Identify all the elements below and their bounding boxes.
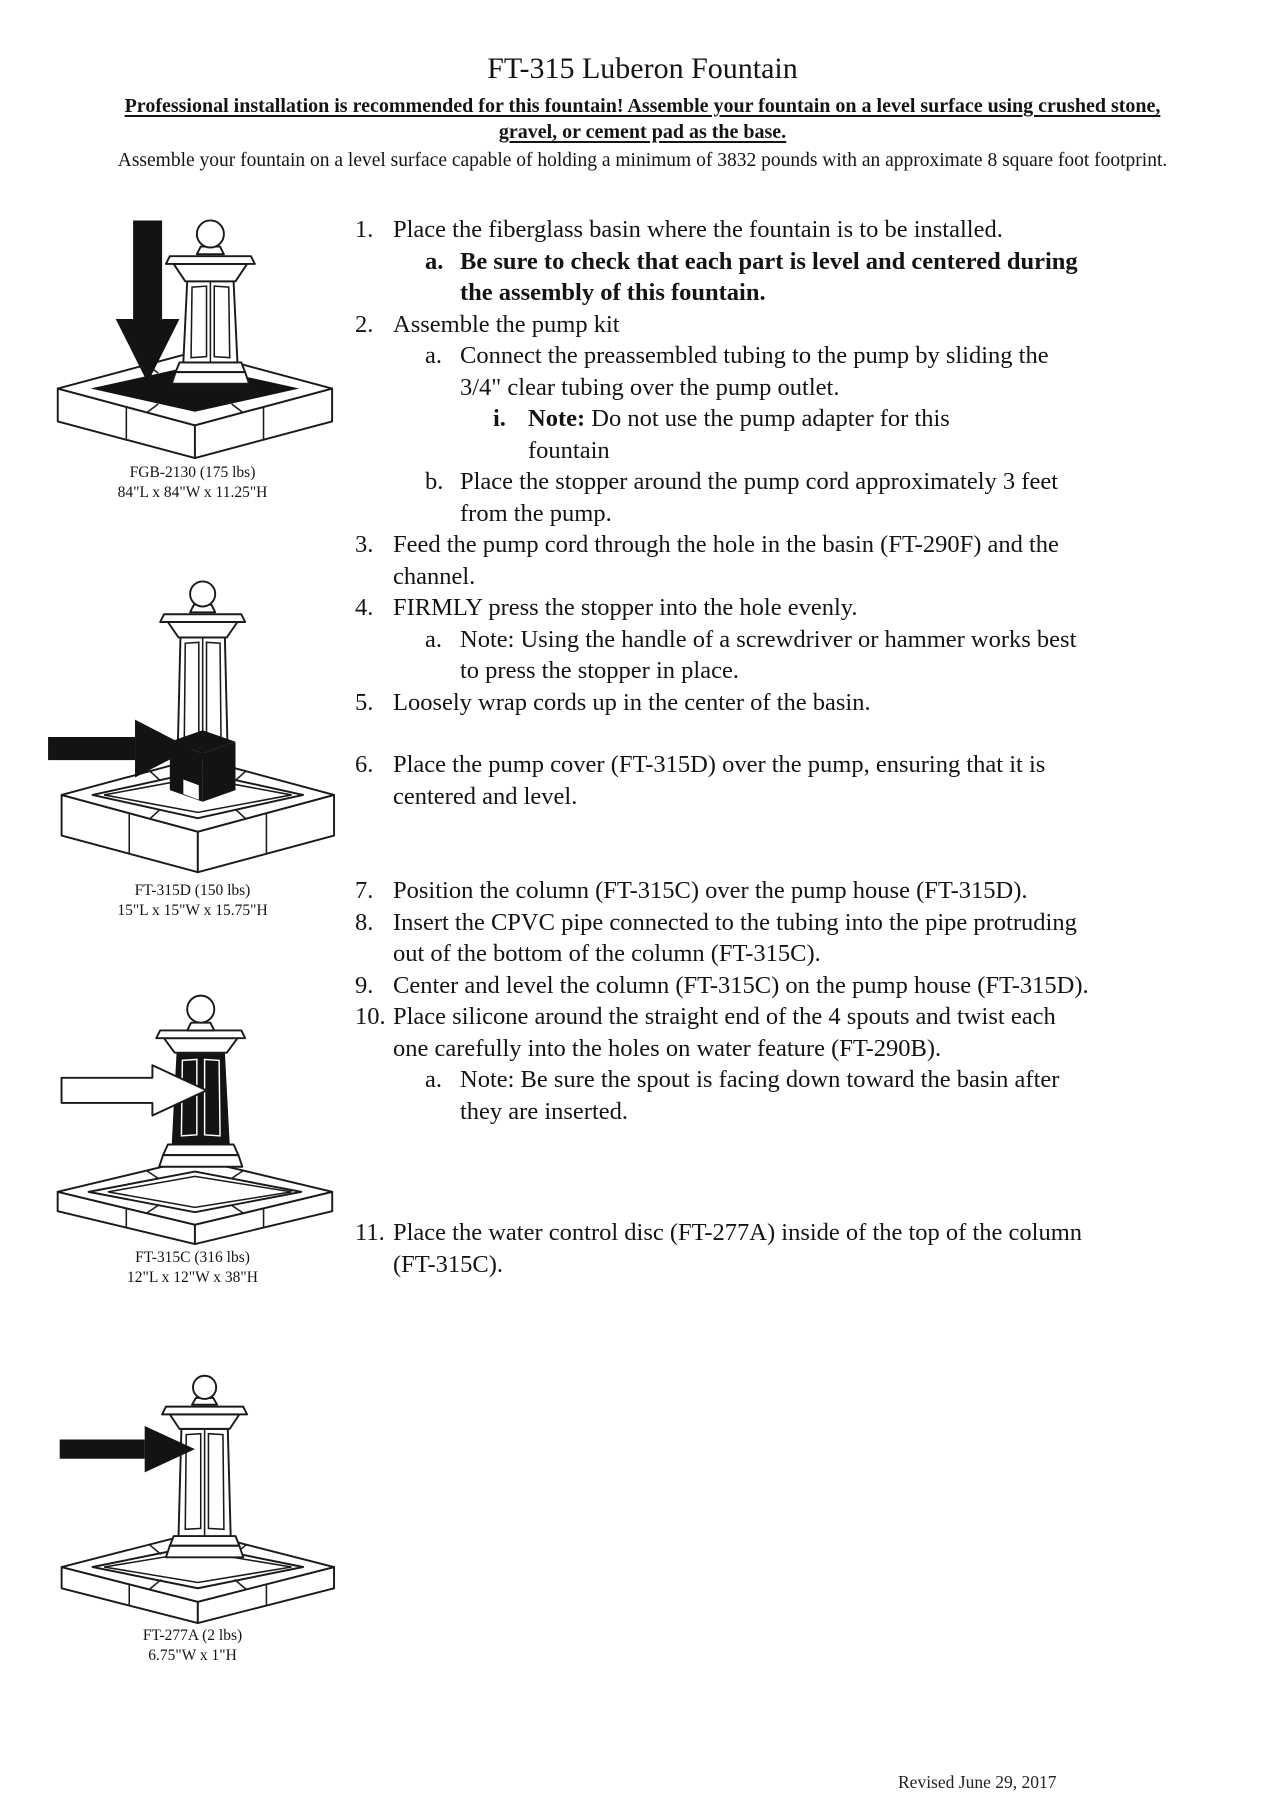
disc-arrow-diagram — [48, 1368, 338, 1624]
step-1a — [425, 246, 1195, 309]
step-text: Assemble the pump kit — [393, 310, 620, 338]
step-5 — [355, 687, 1195, 719]
step-marker: 3. — [355, 531, 374, 558]
figure-caption — [40, 1248, 345, 1288]
figure-pump-cover — [40, 565, 345, 921]
step-10 — [355, 1001, 1195, 1064]
step-marker: 7. — [355, 877, 374, 904]
step-text: Connect the preassembled tubing to the pump by sliding the 3/4" clear tubing over the pump outlet. — [460, 342, 1049, 401]
warning-line-1: Professional installation is recommended for this fountain! Assemble your fountain on a level surface using crushed stone, — [124, 95, 1161, 117]
step-text: Note: Be sure the spout is facing down toward the basin after they are inserted. — [460, 1066, 1060, 1125]
step-7 — [355, 875, 1195, 907]
step-2a-i — [493, 403, 1195, 466]
part-number: FT-315D (150 lbs) — [134, 882, 251, 899]
step-text: Place the water control disc (FT-277A) inside of the top of the column (FT-315C). — [393, 1219, 1083, 1278]
step-marker: 5. — [355, 688, 374, 716]
part-number: FT-277A (2 lbs) — [142, 1627, 243, 1644]
surface-capacity-note: Assemble your fountain on a level surface capable of holding a minimum of 3832 pounds with an approximate 8 square foot footprint. — [117, 150, 1168, 171]
step-text: Place the fiberglass basin where the fountain is to be installed. — [393, 216, 1003, 243]
step-marker: a. — [425, 342, 442, 369]
part-dimensions: 15"L x 15"W x 15.75"H — [117, 902, 268, 919]
figure-column — [40, 0, 345, 1800]
part-dimensions: 84"L x 84"W x 11.25"H — [117, 484, 268, 501]
step-text: Loosely wrap cords up in the center of the basin. — [393, 688, 871, 716]
note-text: Do not use the pump adapter for this fountain — [528, 405, 950, 464]
figure-caption — [40, 881, 345, 921]
step-marker: a. — [425, 1066, 442, 1093]
fountain-column — [162, 1376, 247, 1558]
black-column-arrow-diagram — [48, 985, 338, 1246]
step-text: FIRMLY press the stopper into the hole evenly. — [393, 594, 858, 621]
figure-caption — [40, 463, 345, 503]
step-text: Insert the CPVC pipe connected to the tubing into the pipe protruding out of the bottom of the column (FT-315C). — [393, 908, 1077, 967]
step-text: Feed the pump cord through the hole in the basin (FT-290F) and the channel. — [393, 531, 1059, 590]
step-1 — [355, 214, 1195, 246]
step-text: Center and level the column (FT-315C) on the pump house (FT-315D). — [393, 971, 1089, 999]
step-marker: 2. — [355, 310, 374, 338]
basin-down-arrow-diagram — [48, 205, 338, 461]
step-text — [528, 403, 1018, 466]
step-marker: 10. — [355, 1003, 386, 1030]
step-marker: 6. — [355, 751, 374, 778]
step-text: Be sure to check that each part is level and centered during the assembly of this fountain. — [460, 247, 1078, 306]
step-marker: 11. — [355, 1219, 385, 1246]
right-arrow-icon — [59, 1426, 194, 1472]
step-9 — [355, 970, 1195, 1002]
step-marker: 1. — [355, 216, 374, 243]
part-dimensions: 12"L x 12"W x 38"H — [127, 1269, 258, 1286]
figure-caption — [40, 1626, 345, 1666]
step-marker: a. — [425, 625, 442, 653]
note-label: Note: — [528, 405, 586, 432]
page-title: FT-315 Luberon Fountain — [487, 52, 798, 85]
step-6 — [355, 749, 1195, 812]
figure-water-control-disc — [40, 1368, 345, 1666]
step-marker: b. — [425, 468, 444, 495]
step-2b — [425, 466, 1195, 529]
part-number: FGB-2130 (175 lbs) — [129, 464, 256, 481]
step-text: Place the pump cover (FT-315D) over the pump, ensuring that it is centered and level. — [393, 751, 1046, 810]
step-text: Note: Using the handle of a screwdriver or hammer works best to press the stopper in place. — [460, 625, 1077, 684]
step-4 — [355, 592, 1195, 624]
step-10a — [425, 1064, 1195, 1127]
part-dimensions: 6.75"W x 1"H — [148, 1647, 237, 1664]
part-number: FT-315C (316 lbs) — [135, 1249, 250, 1266]
figure-basin-install — [40, 205, 345, 503]
step-marker: 4. — [355, 594, 374, 621]
step-3 — [355, 529, 1195, 592]
step-2a — [425, 340, 1195, 403]
step-2 — [355, 309, 1195, 341]
step-11 — [355, 1217, 1195, 1280]
step-text: Position the column (FT-315C) over the pump house (FT-315D). — [393, 877, 1028, 904]
warning-line-2: gravel, or cement pad as the base. — [498, 121, 787, 143]
figure-column-place — [40, 985, 345, 1288]
step-marker: i. — [493, 405, 506, 432]
step-marker: 9. — [355, 971, 374, 999]
pump-cover-arrow-diagram — [48, 565, 338, 879]
step-4a — [425, 624, 1195, 687]
step-text: Place silicone around the straight end of the 4 spouts and twist each one carefully into the holes on water feature (FT-290B). — [393, 1003, 1056, 1062]
step-marker: a. — [425, 247, 444, 275]
instruction-list — [355, 214, 1195, 1280]
step-text: Place the stopper around the pump cord approximately 3 feet from the pump. — [460, 468, 1059, 527]
step-marker: 8. — [355, 908, 374, 936]
step-8 — [355, 907, 1195, 970]
pump-cover-box — [169, 730, 235, 801]
revision-date: Revised June 29, 2017 — [898, 1772, 1057, 1792]
